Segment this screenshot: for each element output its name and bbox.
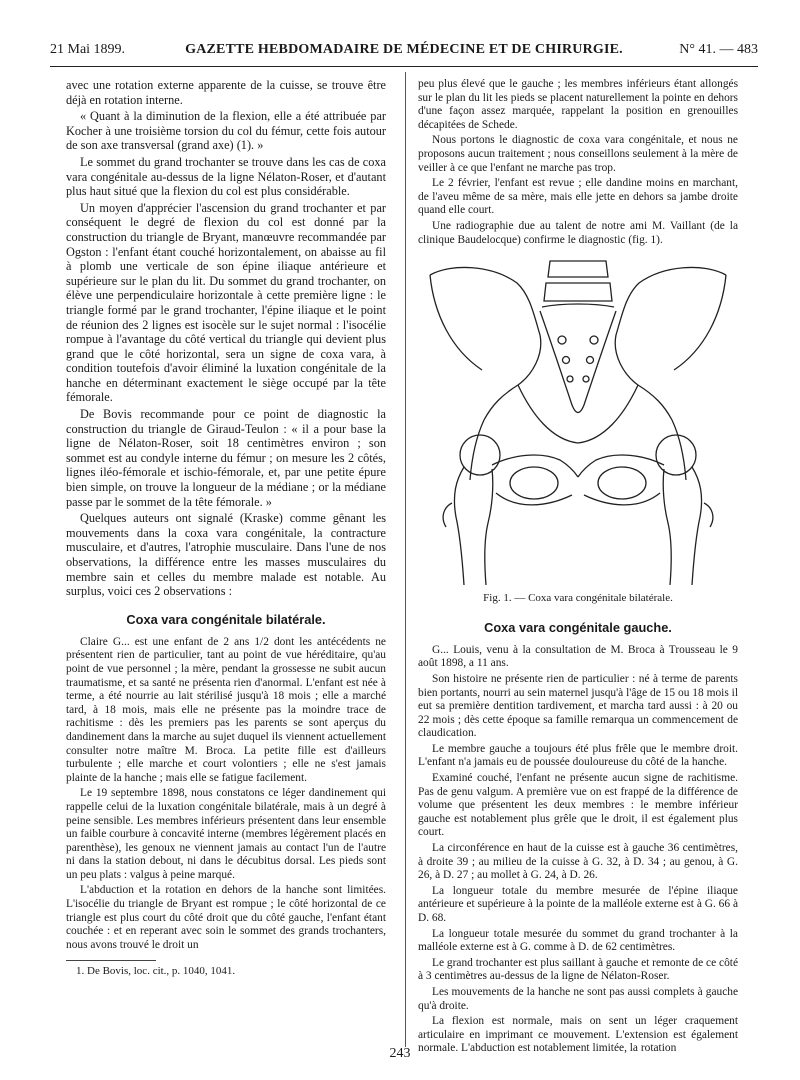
paragraph: Le 19 septembre 1898, nous constatons ce léger dandinement qui rappelle celui de la luxation congénitale bilatérale, mais à un degré à peine sensible. Les membres inférieurs présentent dans leur ensemble un faible courbure à concavité interne (membres légèrement placés en parenthèse), les genoux ne viennent jamais au contact l'un de l'autre ni dans la station debout, ni dans le décubitus dorsal. Les pieds sont un peu plats : valgus à peine marqué. — [66, 787, 386, 881]
journal-title: GAZETTE HEBDOMADAIRE DE MÉDECINE ET DE CHIRURGIE. — [185, 42, 623, 57]
paragraph: Une radiographie due au talent de notre ami M. Vaillant (de la clinique Baudelocque) confirme le diagnostic (fig. 1). — [418, 219, 738, 246]
pelvis-drawing — [422, 255, 734, 587]
paragraph: Son histoire ne présente rien de particulier : né à terme de parents bien portants, nourri au sein maternel jusqu'à l'âge de 15 ou 18 mois il eut sa première dentition tardivement, et marcha tard aussi : à 20 ou 22 mois ; dès cette époque sa famille remarqua un commencement de claudication. — [418, 672, 738, 740]
figure-caption: Fig. 1. — Coxa vara congénitale bilatérale. — [483, 592, 673, 605]
paragraph: Nous portons le diagnostic de coxa vara congénitale, et nous ne proposons aucun traitement ; nous conseillons seulement à la mère de veiller à ce que l'enfant ne marche pas trop. — [418, 134, 738, 174]
paragraph: La circonférence en haut de la cuisse est à gauche 36 centimètres, à droite 39 ; au milieu de la cuisse à G. 32, à D. 34 ; au genou, à G. 26, à D. 27 ; au mollet à G. 24, à D. 26. — [418, 842, 738, 882]
footnote: 1. De Bovis, loc. cit., p. 1040, 1041. — [76, 965, 236, 978]
right-column — [418, 78, 738, 1058]
paragraph: La longueur totale du membre mesurée de l'épine iliaque antérieure et supérieure à la pointe de la malléole externe est à G. 66 à D. 68. — [418, 884, 738, 924]
paragraph: Examiné couché, l'enfant ne présente aucun signe de rachitisme. Pas de genu valgum. A première vue on est frappé de la différence de volume que présentent les deux membres : le membre inférieur gauche est notablement plus grêle que le droit, il est également plus court. — [418, 772, 738, 839]
left-column — [66, 78, 386, 980]
paragraph: La longueur totale mesurée du sommet du grand trochanter à la malléole externe est à G. comme à D. de 62 centimètres. — [418, 927, 738, 954]
page-header — [50, 40, 758, 62]
paragraph: L'abduction et la rotation en dehors de la hanche sont limitées. L'isocélie du triangle de Bryant est rompue ; le côté horizontal de ce triangle est plus court du côté droit que du côté gauche, l'enfant étant couchée : et en reperant avec soin le sommet des grands trochanters, nous avons trouvé le droit un — [66, 884, 386, 951]
header-date: 21 Mai 1899. — [50, 42, 126, 57]
paragraph: Les mouvements de la hanche ne sont pas aussi complets à gauche qu'à droite. — [418, 985, 738, 1012]
section-title: Coxa vara congénitale bilatérale. — [126, 611, 326, 627]
issue-number: N° 41. — 483 — [679, 42, 758, 57]
paragraph: Un moyen d'apprécier l'ascension du grand trochanter et par conséquent le degré de flexion du col est donné par la construction du triangle de Bryant, manœuvre recommandée par Ogston : l'enfant étant couché horizontalement, on abaisse au fil à plomb une verticale de son épine iliaque antérieure et supérieure sur le plan du lit. Du sommet du grand trochanter, on élève une perpendiculaire horizontale à cette première ligne : le triangle formé par le grand trochanter, l'épine iliaque et le point de réunion des 2 lignes est isocèle sur le sujet normal : l'isocélie rompue à l'avantage du côté vertical du triangle qui devient plus grand que le côté horizontal, sera un signe de coxa vara, à condition toutefois d'avoir éliminé la luxation congénitale de la hanche en déterminant exactement le siège occupé par la tête fémorale. — [66, 200, 386, 405]
paragraph: Le membre gauche a toujours été plus frêle que le membre droit. L'enfant n'a jamais eu de poussée douloureuse du côté de la hanche. — [418, 742, 738, 769]
paragraph: De Bovis recommande pour ce point de diagnostic la construction du triangle de Giraud-Teulon : « il a pour base la ligne de Nélaton-Roser, soit 18 centimètres environ ; son sommet est au condyle interne du fémur ; on mesure les 2 côtés, lignes iléo-fémorale et ischio-fémorale, et, par une petite épure bien simple, on trouve la longueur de la médiane ; or la médiane passe par le sommet de la tête fémorale. » — [66, 407, 386, 509]
section-title: Coxa vara congénitale gauche. — [484, 619, 672, 635]
radiograph-figure — [422, 255, 734, 587]
case-report — [418, 644, 738, 1056]
paragraph: Le 2 février, l'enfant est revue ; elle dandine moins en marchant, de l'aveu même de sa mère, mais elle jette en dehors sa jambe droite quand elle court. — [418, 177, 738, 217]
page-number: 243 — [389, 1046, 411, 1061]
paragraph: Quelques auteurs ont signalé (Kraske) comme gênant les mouvements dans la coxa vara congénitale, la contracture musculaire, et d'autres, l'atrophie musculaire. Dans l'une de nos observations, la différence entre les masses musculaires du membre sain et celles du membre malade est notable. Au surplus, voici ces 2 observations : — [66, 511, 386, 599]
paragraph: Le sommet du grand trochanter se trouve dans les cas de coxa vara congénitale au-dessus de la ligne Nélaton-Roser, et d'autant plus haut situé que la flexion du col est plus considérable. — [66, 154, 386, 199]
column-divider — [405, 72, 406, 1047]
paragraph: « Quant à la diminution de la flexion, elle a été attribuée par Kocher à une troisième torsion du col du fémur, cette fois autour de son axe transversal (grand axe) (1). » — [66, 109, 386, 153]
case-continuation — [418, 78, 738, 247]
case-report — [66, 636, 386, 953]
paragraph: avec une rotation externe apparente de la cuisse, se trouve être déjà en rotation interne. — [66, 78, 386, 107]
paragraph: La flexion est normale, mais on sent un léger craquement articulaire en imprimant ce mouvement. L'extension est également normale. L'abduction est notablement limitée, la rotation — [418, 1015, 738, 1055]
paragraph: Claire G... est une enfant de 2 ans 1/2 dont les antécédents ne présentent rien de particulier, tant au point de vue héréditaire, qu'au point de vue personnel ; la mère, pendant la grossesse ne subit aucun traumatisme, et sa santé ne présenta rien d'anormal. L'enfant est née à terme, a été nourrie au lait stérilisé jusqu'à 18 mois ; elle a marché tard, à 18 mois, mais elle ne présente pas la moindre trace de rachitisme : dès les premiers pas les parents se sont aperçus du dandinement dans la marche au sujet duquel ils viennent actuellement consulter notre maître M. Broca. La petite fille est d'ailleurs turbulente ; elle marche et court volontiers ; elle ne s'est jamais plainte de la hanche ; mais elle se fatigue facilement. — [66, 635, 386, 784]
header-rule — [50, 66, 758, 67]
paragraph: G... Louis, venu à la consultation de M. Broca à Trousseau le 9 août 1898, a 11 ans. — [418, 643, 738, 670]
paragraph: Le grand trochanter est plus saillant à gauche et remonte de ce côté à 3 centimètres au-dessus de la ligne de Nélaton-Roser. — [418, 956, 738, 983]
footnote-rule — [66, 960, 156, 961]
paragraph: peu plus élevé que le gauche ; les membres inférieurs étant allongés sur le plan du lit les pieds se placent naturellement la pointe en dehors d'une façon assez marquée, rappelant la position en grenouilles décapitées de Schede. — [418, 78, 738, 131]
